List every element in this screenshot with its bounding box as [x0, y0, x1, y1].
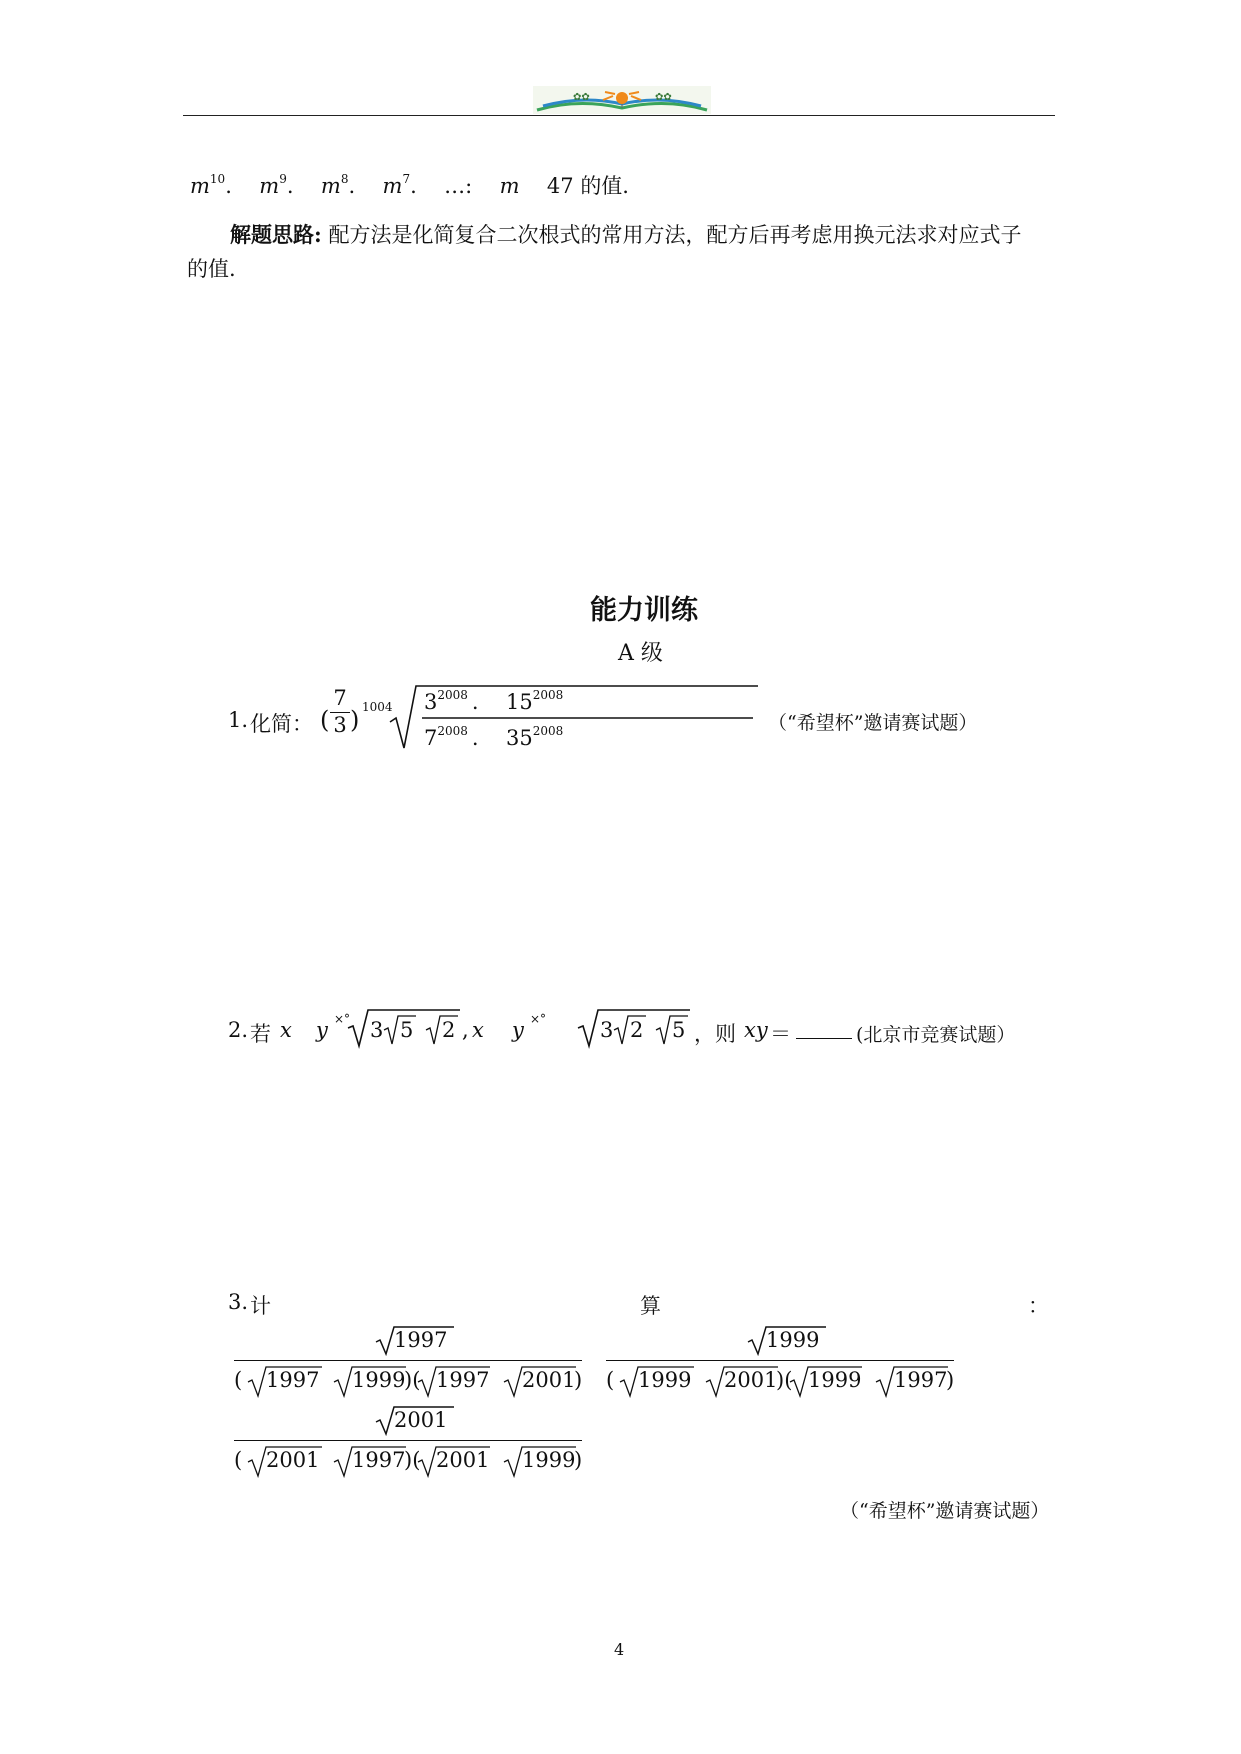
- question-2-source: (北京市竞赛试题）: [856, 1024, 1016, 1046]
- question-3-fraction-1: 1997 ( 1997 1999 )( 1997 2001 ): [234, 1324, 584, 1404]
- hint-paragraph: 解题思路: 配方法是化简复合二次根式的常用方法，配方后再考虑用换元法求对应式子: [230, 222, 1022, 247]
- question-1-label: 化简：: [250, 712, 313, 736]
- header-rule: [183, 115, 1055, 116]
- hint-text: 配方法是化简复合二次根式的常用方法，配方后再考虑用换元法求对应式子: [328, 223, 1022, 247]
- question-3-fraction-3: 2001 ( 2001 1997 )( 2001 1999 ): [234, 1404, 584, 1484]
- question-2: 2. 若 x y ×° 3 5 2 , x y ×° 3 2 5 ，则 xy ＝ (北京市竞赛试题）: [228, 1004, 1018, 1054]
- question-3-source: （“希望杯”邀请赛试题）: [840, 1500, 1050, 1522]
- svg-text:✿✿: ✿✿: [573, 92, 590, 103]
- hint-paragraph-line2: 的值.: [187, 257, 236, 281]
- question-3-header: 3. 计 算 ：: [228, 1290, 1049, 1318]
- svg-text:✿✿: ✿✿: [655, 92, 672, 103]
- question-1: 1. 化简： ( 7 3 ) 1004 $3^{2008}$ . $15^{2008}$ $7^{2008}$ . $35^{2008}$ （“希望杯”邀请赛试题）: [228, 686, 828, 756]
- page-number: 4: [614, 1640, 625, 1659]
- book-sun-logo-icon: [533, 86, 711, 114]
- question-1-source: （“希望杯”邀请赛试题）: [768, 712, 978, 734]
- hint-label: 解题思路: [230, 222, 314, 247]
- section-level: A 级: [618, 641, 663, 666]
- question-1-number: 1.: [228, 708, 249, 732]
- question-3-fraction-2: 1999 ( 1999 2001 )( 1999 1997 ): [606, 1324, 956, 1404]
- answer-blank[interactable]: [796, 1020, 852, 1039]
- section-title: 能力训练: [590, 595, 698, 626]
- top-expression: $m^{10}$. $m^9$. $m^8$. $m^7$. …: m 47 的值.: [190, 172, 629, 198]
